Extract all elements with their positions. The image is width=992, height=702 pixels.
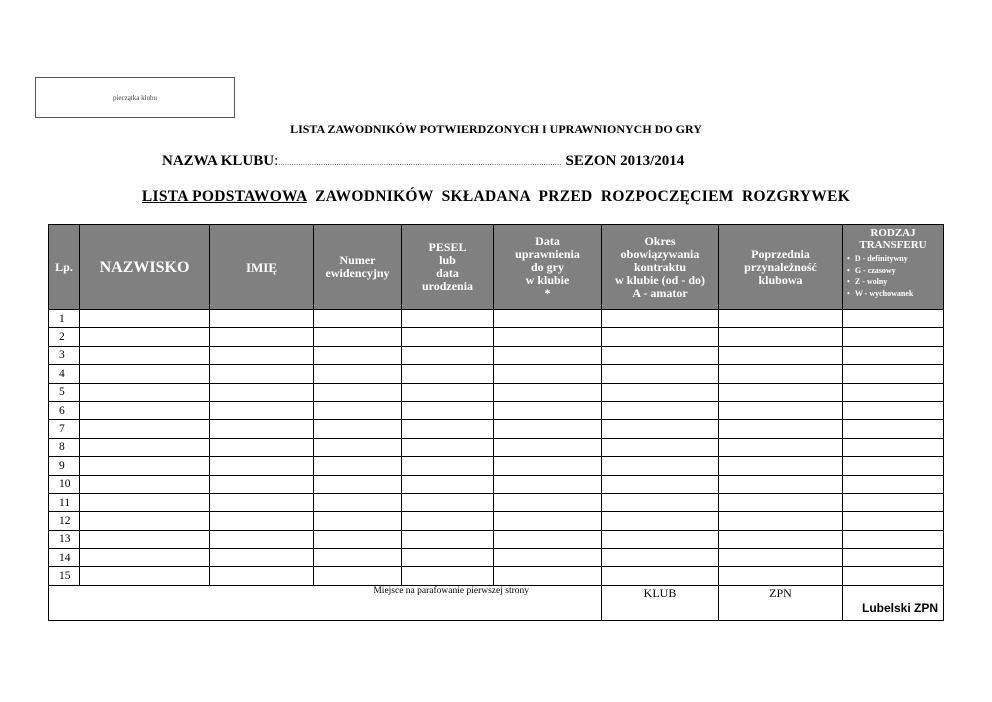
row-number: 10 (49, 475, 80, 493)
table-cell[interactable] (843, 457, 944, 475)
table-cell[interactable] (210, 493, 314, 511)
table-cell[interactable] (602, 310, 719, 328)
club-name-dots: .............................................................................................................................. (278, 159, 562, 167)
table-cell[interactable] (602, 383, 719, 401)
row-number: 14 (49, 549, 80, 567)
transfer-type-item: • W - wychowanek (847, 288, 943, 300)
table-row (49, 475, 944, 493)
row-number: 3 (49, 346, 80, 364)
table-row (49, 438, 944, 456)
col-header-pesel-line: lub (439, 253, 456, 267)
table-cell[interactable] (602, 549, 719, 567)
table-cell[interactable] (210, 328, 314, 346)
table-cell[interactable] (602, 475, 719, 493)
col-header-okres-line: w klubie (od - do) (614, 272, 706, 287)
list-type-label: LISTA PODSTAWOWA (141, 188, 307, 205)
table-body (49, 310, 944, 586)
col-header-poprzednia (719, 225, 843, 310)
table-cell[interactable] (402, 383, 494, 401)
table-cell[interactable] (314, 401, 402, 419)
table-cell[interactable] (494, 420, 602, 438)
table-cell[interactable] (719, 457, 843, 475)
table-cell[interactable] (494, 383, 602, 401)
table-cell[interactable] (402, 438, 494, 456)
table-cell[interactable] (402, 328, 494, 346)
table-cell[interactable] (602, 401, 719, 419)
table-cell[interactable] (80, 457, 210, 475)
table-cell[interactable] (80, 328, 210, 346)
table-cell[interactable] (602, 346, 719, 364)
table-cell[interactable] (314, 365, 402, 383)
table-cell[interactable] (719, 475, 843, 493)
table-cell[interactable] (314, 457, 402, 475)
col-header-data-line: * (544, 285, 551, 300)
row-number: 8 (49, 438, 80, 456)
row-number: 4 (49, 365, 80, 383)
table-cell[interactable] (843, 420, 944, 438)
row-number: 11 (49, 493, 80, 511)
col-header-okres (602, 225, 719, 310)
table-cell[interactable] (719, 383, 843, 401)
row-number: 12 (49, 512, 80, 530)
table-cell[interactable] (719, 567, 843, 585)
col-header-pesel-line: urodzenia (421, 279, 474, 293)
club-name-label: NAZWA KLUBU (162, 153, 275, 169)
col-header-nazwisko: NAZWISKO (80, 225, 210, 310)
table-cell[interactable] (719, 310, 843, 328)
table-cell[interactable] (80, 346, 210, 364)
row-number: 1 (49, 310, 80, 328)
table-cell[interactable] (210, 549, 314, 567)
table-cell[interactable] (402, 567, 494, 585)
table-cell[interactable] (843, 512, 944, 530)
table-cell[interactable] (843, 475, 944, 493)
col-header-imie: IMIĘ (210, 225, 314, 310)
table-cell[interactable] (80, 549, 210, 567)
table-cell[interactable] (602, 457, 719, 475)
table-cell[interactable] (80, 310, 210, 328)
season-label: SEZON 2013/2014 (561, 153, 685, 169)
table-cell[interactable] (719, 549, 843, 567)
row-number: 15 (49, 567, 80, 585)
col-header-okres-line: A - amator (632, 285, 688, 300)
table-cell[interactable] (402, 346, 494, 364)
row-number: 13 (49, 530, 80, 548)
table-cell[interactable] (210, 365, 314, 383)
table-row (49, 567, 944, 585)
table-cell[interactable] (314, 420, 402, 438)
table-cell[interactable] (402, 457, 494, 475)
table-cell[interactable] (210, 438, 314, 456)
table-row (49, 310, 944, 328)
table-cell[interactable] (719, 328, 843, 346)
transfer-type-list (847, 253, 943, 299)
table-cell[interactable] (80, 401, 210, 419)
table-row (49, 457, 944, 475)
table-cell[interactable] (843, 530, 944, 548)
table-cell[interactable] (314, 383, 402, 401)
table-row (49, 383, 944, 401)
table-cell[interactable] (843, 549, 944, 567)
initials-note: Miejsce na parafowanie pierwszej strony (373, 585, 529, 596)
table-cell[interactable] (843, 401, 944, 419)
table-cell[interactable] (402, 512, 494, 530)
table-cell[interactable] (80, 530, 210, 548)
row-number: 7 (49, 420, 80, 438)
table-cell[interactable] (210, 420, 314, 438)
table-row (49, 328, 944, 346)
table-cell[interactable] (80, 383, 210, 401)
col-header-poprzednia-line: przynależność (744, 259, 817, 274)
col-header-data-uprawnienia (494, 225, 602, 310)
lubelski-zpn-label: Lubelski ZPN (861, 600, 938, 615)
table-cell[interactable] (843, 328, 944, 346)
table-cell[interactable] (719, 438, 843, 456)
col-header-data-line: uprawnienia (515, 246, 580, 261)
table-row (49, 530, 944, 548)
table-cell[interactable] (494, 475, 602, 493)
table-row (49, 512, 944, 530)
table-cell[interactable] (314, 328, 402, 346)
table-footer-row (49, 585, 944, 620)
initials-area (49, 585, 602, 620)
club-name-colon: : (274, 153, 279, 169)
table-cell[interactable] (210, 475, 314, 493)
table-row (49, 549, 944, 567)
row-number: 5 (49, 383, 80, 401)
table-cell[interactable] (402, 401, 494, 419)
col-header-numer (314, 225, 402, 310)
table-cell[interactable] (210, 457, 314, 475)
table-cell[interactable] (494, 457, 602, 475)
table-cell[interactable] (314, 438, 402, 456)
club-stamp-box (35, 77, 235, 118)
table-cell[interactable] (210, 512, 314, 530)
col-header-numer-line: ewidencyjny (325, 266, 390, 280)
table-cell[interactable] (494, 365, 602, 383)
club-name-line (162, 153, 684, 170)
document-title: LISTA ZAWODNIKÓW POTWIERDZONYCH I UPRAWNIONYCH DO GRY (290, 122, 702, 136)
table-cell[interactable] (602, 493, 719, 511)
col-header-poprzednia-line: Poprzednia (751, 246, 810, 261)
col-header-rodzaj-transferu (843, 225, 944, 310)
col-header-lp: Lp. (49, 225, 80, 310)
table-cell[interactable] (80, 420, 210, 438)
table-cell[interactable] (719, 493, 843, 511)
table-cell[interactable] (80, 567, 210, 585)
transfer-type-item: • G - czasowy (847, 265, 943, 277)
table-cell[interactable] (402, 420, 494, 438)
table-cell[interactable] (314, 567, 402, 585)
row-number: 9 (49, 457, 80, 475)
col-header-pesel-line: PESEL (428, 240, 467, 254)
table-cell[interactable] (210, 401, 314, 419)
table-cell[interactable] (719, 420, 843, 438)
table-cell[interactable] (314, 475, 402, 493)
table-cell[interactable] (402, 310, 494, 328)
table-cell[interactable] (210, 530, 314, 548)
table-cell[interactable] (602, 530, 719, 548)
zpn-label: ZPN (769, 585, 792, 600)
table-cell[interactable] (843, 493, 944, 511)
table-cell[interactable] (314, 346, 402, 364)
table-cell[interactable] (80, 512, 210, 530)
players-table (48, 224, 944, 621)
table-cell[interactable] (602, 365, 719, 383)
col-header-pesel (402, 225, 494, 310)
table-row (49, 493, 944, 511)
col-header-rodzaj-line: RODZAJ (870, 227, 916, 239)
table-cell[interactable] (80, 438, 210, 456)
table-header-row (49, 225, 944, 310)
col-header-data-line: do gry (531, 259, 564, 274)
table-row (49, 365, 944, 383)
table-cell[interactable] (494, 549, 602, 567)
table-cell[interactable] (719, 401, 843, 419)
table-cell[interactable] (843, 567, 944, 585)
table-cell[interactable] (602, 512, 719, 530)
table-cell[interactable] (494, 310, 602, 328)
col-header-data-line: w klubie (525, 272, 570, 287)
table-cell[interactable] (402, 493, 494, 511)
lubelski-cell (843, 585, 944, 620)
table-cell[interactable] (80, 475, 210, 493)
table-cell[interactable] (494, 346, 602, 364)
table-cell[interactable] (314, 530, 402, 548)
col-header-data-line: Data (535, 233, 560, 248)
table-cell[interactable] (494, 493, 602, 511)
table-cell[interactable] (314, 549, 402, 567)
table-cell[interactable] (314, 493, 402, 511)
table-cell[interactable] (494, 567, 602, 585)
table-cell[interactable] (602, 438, 719, 456)
table-cell[interactable] (719, 512, 843, 530)
table-row (49, 346, 944, 364)
table-cell[interactable] (843, 310, 944, 328)
col-header-numer-line: Numer (339, 253, 376, 267)
table-cell[interactable] (314, 310, 402, 328)
table-cell[interactable] (402, 475, 494, 493)
stamp-label: pieczątka klubu (112, 93, 158, 102)
table-cell[interactable] (719, 530, 843, 548)
table-cell[interactable] (494, 512, 602, 530)
table-cell[interactable] (843, 346, 944, 364)
table-cell[interactable] (494, 328, 602, 346)
col-header-okres-line: kontraktu (633, 259, 686, 274)
table-cell[interactable] (602, 420, 719, 438)
transfer-type-item: • D - definitywny (847, 253, 943, 265)
table-cell[interactable] (402, 549, 494, 567)
list-description: ZAWODNIKÓW SKŁADANA PRZED ROZPOCZĘCIEM ROZGRYWEK (306, 188, 851, 205)
table-cell[interactable] (719, 346, 843, 364)
transfer-type-item: • Z - wolny (847, 276, 943, 288)
table-cell[interactable] (843, 365, 944, 383)
table-cell[interactable] (719, 365, 843, 383)
zpn-signature-cell (719, 585, 843, 620)
col-header-pesel-line: data (436, 266, 459, 280)
table-cell[interactable] (494, 438, 602, 456)
table-cell[interactable] (80, 493, 210, 511)
list-subtitle (0, 188, 992, 206)
col-header-okres-line: Okres (644, 233, 676, 248)
col-header-okres-line: obowiązywania (620, 246, 700, 261)
row-number: 2 (49, 328, 80, 346)
table-cell[interactable] (494, 530, 602, 548)
table-cell[interactable] (602, 328, 719, 346)
col-header-rodzaj-line: TRANSFERU (859, 239, 927, 251)
table-cell[interactable] (843, 438, 944, 456)
table-cell[interactable] (402, 530, 494, 548)
klub-label: KLUB (643, 585, 677, 600)
table-cell[interactable] (210, 310, 314, 328)
table-cell[interactable] (314, 512, 402, 530)
table-cell[interactable] (210, 346, 314, 364)
table-cell[interactable] (494, 401, 602, 419)
row-number: 6 (49, 401, 80, 419)
table-cell[interactable] (602, 567, 719, 585)
klub-signature-cell (602, 585, 719, 620)
table-cell[interactable] (210, 567, 314, 585)
col-header-poprzednia-line: klubowa (758, 272, 803, 287)
table-row (49, 420, 944, 438)
table-cell[interactable] (843, 383, 944, 401)
table-row (49, 401, 944, 419)
table-cell[interactable] (210, 383, 314, 401)
table-cell[interactable] (402, 365, 494, 383)
table-cell[interactable] (80, 365, 210, 383)
